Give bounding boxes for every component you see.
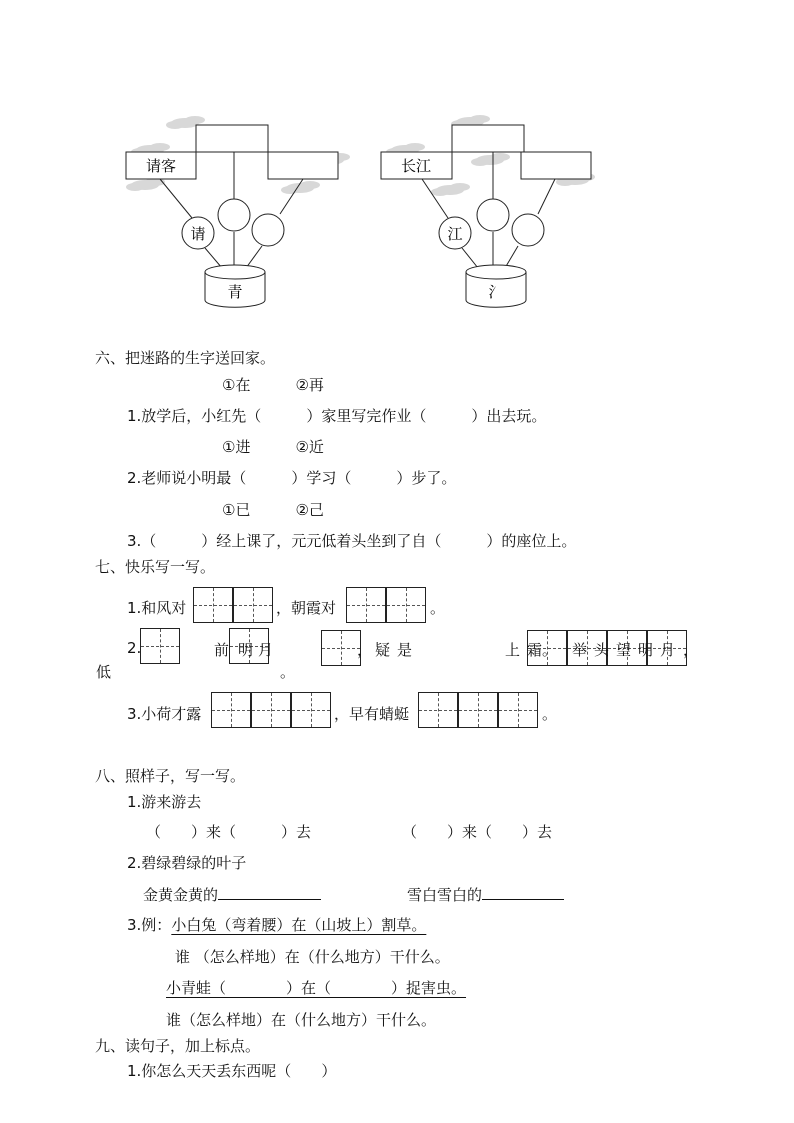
poem-char: ， [357, 641, 373, 659]
section8-q3-pattern-1: 谁 （怎么样地）在（什么地方）干什么。 [175, 948, 450, 966]
circle-char-text: 江 [447, 225, 463, 243]
section6-options-3: ①已 ②己 [222, 501, 324, 519]
section8-q1-blank-b[interactable]: （ ）来（ ）去 [402, 823, 553, 841]
poem-char: 上 [505, 641, 521, 659]
writing-cell[interactable] [498, 692, 538, 728]
section7-q2-num: 2. [127, 639, 142, 657]
section8-q1: 1.游来游去 [127, 793, 202, 811]
base-char-text: 青 [227, 283, 243, 301]
diagram-qing [126, 116, 350, 307]
empty-char-circle[interactable] [218, 199, 250, 231]
empty-char-circle[interactable] [477, 199, 509, 231]
poem-char: 望 [616, 641, 632, 659]
answer-line[interactable] [482, 883, 564, 900]
circle-char-text: 请 [190, 225, 206, 243]
poem-char: 霜。 [527, 641, 558, 659]
section7-q1-prefix: 1.和风对 [127, 599, 187, 617]
poem-char: 明 [638, 641, 654, 659]
writing-cell[interactable] [458, 692, 498, 728]
section6-options-2: ①进 ②近 [222, 438, 324, 456]
right-word-box[interactable] [521, 152, 591, 179]
section9-title: 九、读句子，加上标点。 [95, 1037, 261, 1055]
poem-char: 头 [594, 641, 610, 659]
poem-char: 月 [660, 641, 676, 659]
section6-question-3[interactable]: 3.（ ）经上课了，元元低着头坐到了自（ ）的座位上。 [127, 532, 577, 550]
base-char-text: 氵 [488, 283, 504, 301]
section8-q3-prefix: 3.例： [127, 916, 172, 934]
section8-q2: 2.碧绿碧绿的叶子 [127, 854, 247, 872]
section6-question-2[interactable]: 2.老师说小明最（ ）学习（ ）步了。 [127, 469, 457, 487]
section8-q3 [127, 914, 426, 935]
diagram-shui [381, 115, 595, 307]
section8-q2-a-text: 金黄金黄的 [143, 886, 219, 904]
section6-question-1[interactable]: 1.放学后，小红先（ ）家里写完作业（ ）出去玩。 [127, 407, 547, 425]
word-tree-diagrams [0, 0, 794, 330]
section9-question-1[interactable]: 1.你怎么天天丢东西呢（ ） [127, 1062, 337, 1080]
section6-title: 六、把迷路的生字送回家。 [95, 349, 276, 367]
section8-q3-example: 小白兔（弯着腰）在（山坡上）割草。 [171, 916, 427, 934]
empty-char-circle[interactable] [252, 214, 284, 246]
section7-title: 七、快乐写一写。 [95, 558, 216, 576]
section7-q3-mid: ，早有蜻蜓 [334, 705, 410, 723]
writing-cell[interactable] [251, 692, 291, 728]
writing-cell[interactable] [418, 692, 458, 728]
poem-char: 前 [214, 641, 230, 659]
left-word-text: 长江 [400, 157, 432, 175]
section8-q3-fill[interactable] [166, 977, 466, 998]
poem-char: ， [683, 641, 699, 659]
section8-q2-b-text: 雪白雪白的 [407, 886, 483, 904]
poem-char: 疑 [375, 641, 391, 659]
writing-cell[interactable] [193, 587, 233, 623]
left-word-text: 请客 [145, 157, 177, 175]
writing-cell[interactable] [291, 692, 331, 728]
writing-cell[interactable] [346, 587, 386, 623]
section7-q3-prefix: 3.小荷才露 [127, 705, 202, 723]
section8-q2-a [143, 883, 321, 905]
poem-char: 举 [572, 641, 588, 659]
top-word-box[interactable] [452, 125, 524, 152]
poem-char: 明 [238, 641, 254, 659]
section7-q1-end: 。 [430, 599, 446, 617]
section8-q2-b [407, 883, 564, 905]
answer-line[interactable] [218, 883, 321, 900]
section8-q1-blank-a[interactable]: （ ）来（ ）去 [146, 823, 312, 841]
writing-cell[interactable] [321, 630, 361, 666]
writing-cell[interactable] [233, 587, 273, 623]
poem-char: 是 [397, 641, 413, 659]
right-word-box[interactable] [268, 152, 338, 179]
section8-title: 八、照样子，写一写。 [95, 767, 246, 785]
top-word-box[interactable] [196, 125, 268, 152]
poem-char: 低 [96, 663, 112, 681]
section8-q3-pattern-2: 谁（怎么样地）在（什么地方）干什么。 [166, 1011, 437, 1029]
writing-cell[interactable] [386, 587, 426, 623]
writing-cell[interactable] [140, 628, 180, 664]
writing-cell[interactable] [211, 692, 251, 728]
poem-char: 。 [280, 663, 296, 681]
section7-q3-end: 。 [542, 705, 558, 723]
section7-q1-mid: ，朝霞对 [276, 599, 337, 617]
section6-options-1: ①在 ②再 [222, 376, 324, 394]
empty-char-circle[interactable] [512, 214, 544, 246]
poem-char: 月 [258, 641, 274, 659]
section8-q3-fill-text[interactable]: 小青蛙（ ）在（ ）捉害虫。 [166, 979, 467, 997]
